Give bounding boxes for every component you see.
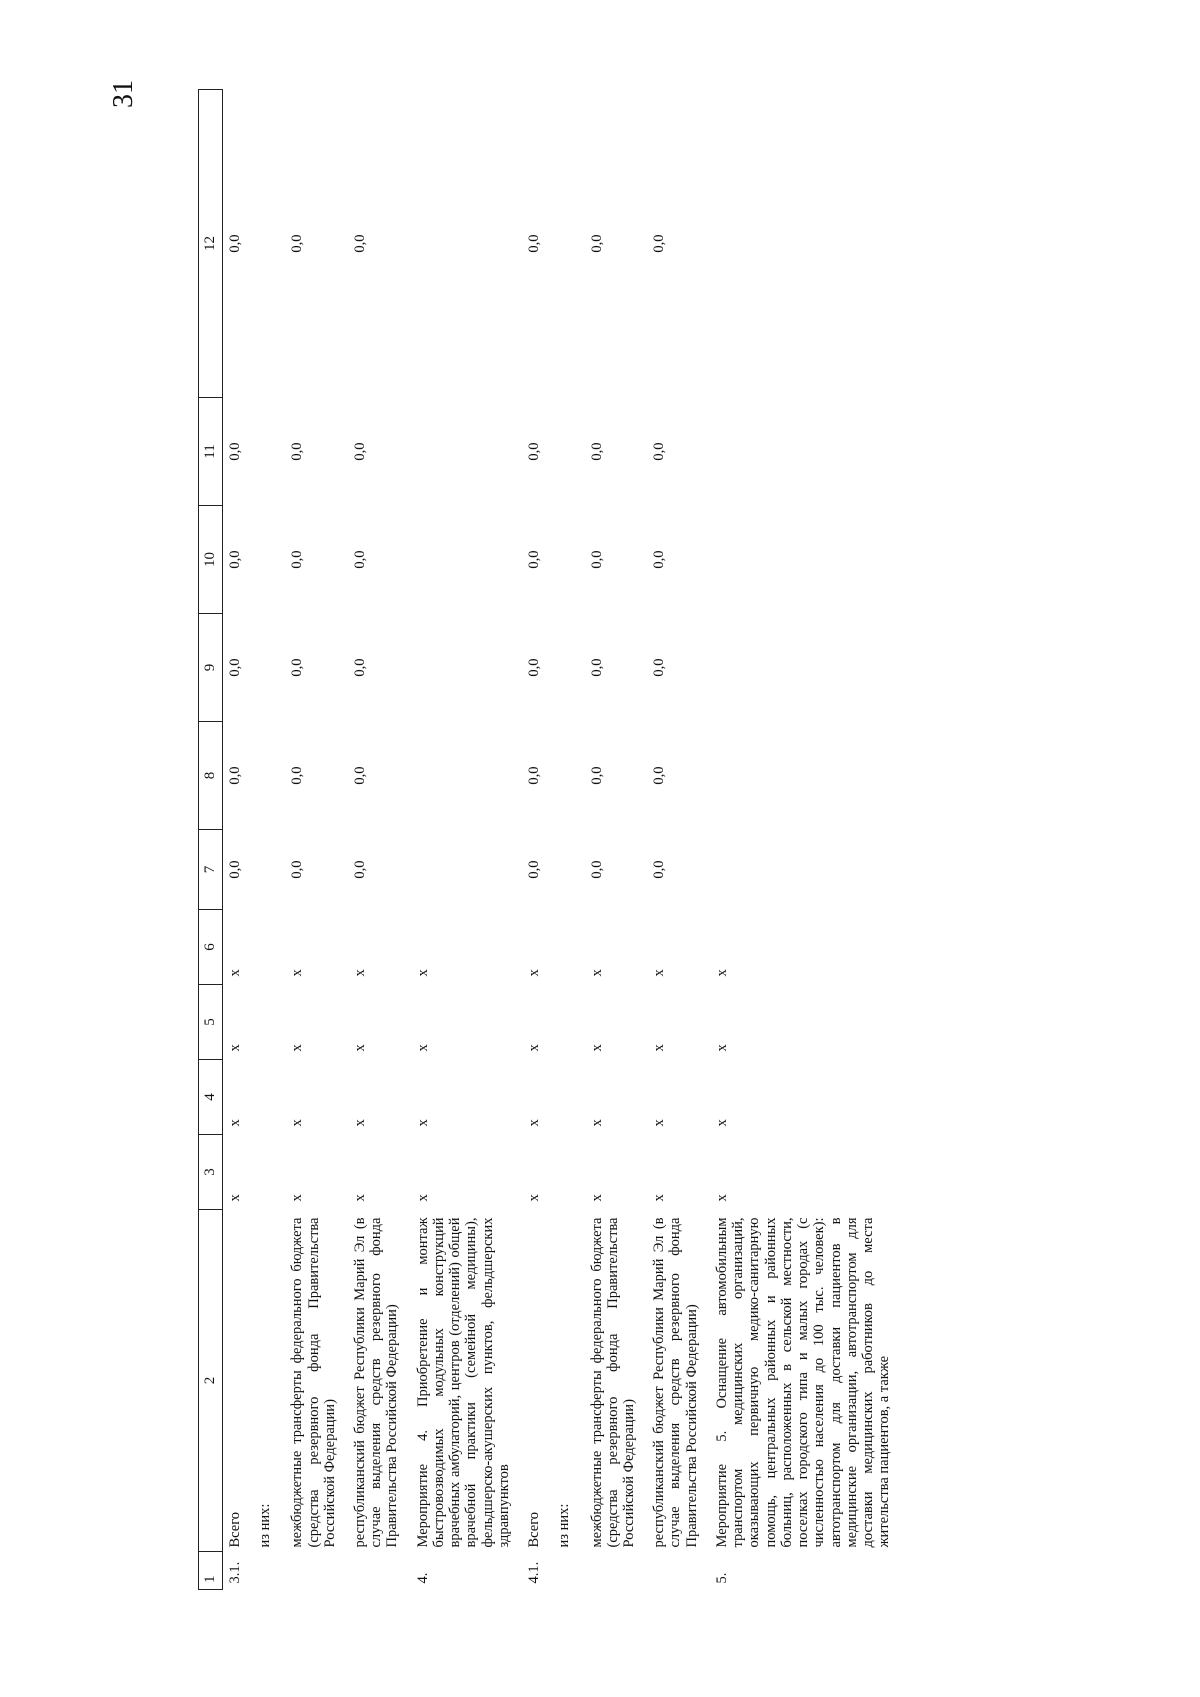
- row-description: межбюджетные трансферты федерального бюджета (средства резервного фонда Правительства Российской Федерации): [588, 1217, 638, 1548]
- cell: x: [651, 969, 668, 977]
- cell: 0,0: [651, 766, 668, 785]
- table-row: [647, 90, 710, 1590]
- column-header: 4: [199, 1060, 223, 1135]
- row-number: [647, 1552, 710, 1590]
- row-description: республиканский бюджет Республики Марий Эл (в случае выделения средств резервного фонда Правительства Российской Федерации): [651, 1217, 700, 1548]
- cell: [253, 1135, 285, 1210]
- column-header: 5: [199, 985, 223, 1060]
- cell: x: [526, 969, 543, 977]
- cell: x: [351, 1119, 368, 1127]
- cell: 0,0: [289, 442, 306, 461]
- row-description: из них:: [556, 1503, 573, 1548]
- row-description: Всего: [226, 1511, 243, 1548]
- cell: x: [414, 969, 431, 977]
- cell: [710, 614, 903, 722]
- cell: [552, 90, 584, 398]
- cell: [710, 830, 903, 910]
- column-header: 2: [199, 1210, 223, 1552]
- cell: 0,0: [651, 550, 668, 569]
- cell: 0,0: [588, 234, 605, 253]
- row-number: [348, 1552, 411, 1590]
- row-number: 4.1.: [526, 1561, 543, 1584]
- cell: x: [713, 1044, 730, 1052]
- page-number: 31: [108, 80, 139, 108]
- cell: 0,0: [226, 550, 243, 569]
- cell: [253, 90, 285, 398]
- cell: x: [289, 969, 306, 977]
- cell: x: [226, 969, 243, 977]
- cell: 0,0: [289, 550, 306, 569]
- cell: [552, 985, 584, 1060]
- cell: 0,0: [588, 658, 605, 677]
- cell: x: [588, 1194, 605, 1202]
- cell: [552, 614, 584, 722]
- cell: x: [588, 1044, 605, 1052]
- column-header: 10: [199, 506, 223, 614]
- cell: 0,0: [351, 550, 368, 569]
- cell: x: [651, 1194, 668, 1202]
- cell: 0,0: [526, 234, 543, 253]
- cell: [253, 614, 285, 722]
- table-row: [253, 90, 285, 1590]
- column-header: 12: [199, 90, 223, 398]
- table-row: [710, 90, 903, 1590]
- cell: 0,0: [526, 658, 543, 677]
- row-description: республиканский бюджет Республики Марий Эл (в случае выделения средств резервного фонда Правительства Российской Федерации): [351, 1217, 401, 1548]
- column-header: 1: [199, 1552, 223, 1590]
- row-number: [585, 1552, 648, 1590]
- cell: [552, 722, 584, 830]
- cell: [253, 830, 285, 910]
- cell: x: [526, 1119, 543, 1127]
- cell: [411, 506, 522, 614]
- cell: x: [289, 1194, 306, 1202]
- cell: 0,0: [226, 234, 243, 253]
- budget-table: [198, 89, 903, 1590]
- cell: [552, 506, 584, 614]
- row-description: Мероприятие 4. Приобретение и монтаж быстровозводимых модульных конструкций врачебных амбулаторий, центров (отделений) общей врачебной практики (семейной медицины), фельдшерско-акушерских пунктов, фельдшерских здравпунктов: [414, 1217, 512, 1548]
- cell: 0,0: [226, 766, 243, 785]
- cell: [710, 506, 903, 614]
- cell: 0,0: [526, 860, 543, 879]
- row-number: [253, 1552, 285, 1590]
- cell: [552, 398, 584, 506]
- cell: 0,0: [226, 860, 243, 879]
- table-row: [522, 90, 552, 1590]
- cell: x: [414, 1044, 431, 1052]
- row-number: 3.1.: [226, 1561, 243, 1584]
- table-row: [222, 90, 253, 1590]
- cell: x: [226, 1044, 243, 1052]
- cell: 0,0: [651, 442, 668, 461]
- cell: 0,0: [526, 442, 543, 461]
- cell: x: [651, 1044, 668, 1052]
- table-row: [348, 90, 411, 1590]
- column-header: 3: [199, 1135, 223, 1210]
- cell: x: [351, 1194, 368, 1202]
- cell: x: [713, 969, 730, 977]
- cell: [710, 398, 903, 506]
- cell: [411, 614, 522, 722]
- cell: 0,0: [651, 658, 668, 677]
- cell: [253, 985, 285, 1060]
- cell: x: [713, 1119, 730, 1127]
- table-row: [552, 90, 584, 1590]
- cell: [552, 1060, 584, 1135]
- cell: x: [351, 969, 368, 977]
- cell: 0,0: [226, 442, 243, 461]
- cell: [253, 398, 285, 506]
- column-header: 9: [199, 614, 223, 722]
- cell: 0,0: [588, 860, 605, 879]
- cell: 0,0: [526, 766, 543, 785]
- cell: [411, 398, 522, 506]
- cell: [253, 1060, 285, 1135]
- row-description: из них:: [257, 1503, 274, 1548]
- cell: [253, 506, 285, 614]
- column-header: 11: [199, 398, 223, 506]
- cell: x: [414, 1119, 431, 1127]
- table-row: [285, 90, 348, 1590]
- row-description: межбюджетные трансферты федерального бюджета (средства резервного фонда Правительства Российской Федерации): [289, 1217, 338, 1548]
- table-row: [585, 90, 648, 1590]
- cell: 0,0: [351, 766, 368, 785]
- cell: x: [651, 1119, 668, 1127]
- row-description: Мероприятие 5. Оснащение автомобильным транспортом медицинских организаций, оказывающих первичную медико-санитарную помощь, центральных районных и районных больниц, расположенных в сельской местности, поселках городского типа и малых городах (с численностью населения до 100 тыс. человек): автотранспортом для доставки пациентов в медицинские организации, автотранспортом для доставки медицинских работников до места жительства пациентов, а также: [713, 1217, 893, 1548]
- rotated-table-container: [198, 90, 1188, 1590]
- column-number-row: [199, 90, 223, 1590]
- row-number: [552, 1552, 584, 1590]
- cell: [253, 910, 285, 985]
- cell: [411, 90, 522, 398]
- cell: [710, 90, 903, 398]
- cell: 0,0: [651, 860, 668, 879]
- cell: 0,0: [289, 658, 306, 677]
- cell: x: [588, 969, 605, 977]
- column-header: 6: [199, 910, 223, 985]
- cell: x: [289, 1119, 306, 1127]
- cell: 0,0: [351, 658, 368, 677]
- cell: [411, 722, 522, 830]
- cell: x: [351, 1044, 368, 1052]
- cell: 0,0: [588, 442, 605, 461]
- column-header: 8: [199, 722, 223, 830]
- row-number: [285, 1552, 348, 1590]
- cell: [253, 722, 285, 830]
- cell: 0,0: [351, 860, 368, 879]
- cell: x: [526, 1044, 543, 1052]
- row-number: 5.: [713, 1572, 730, 1584]
- cell: 0,0: [289, 234, 306, 253]
- cell: x: [713, 1194, 730, 1202]
- table-row: [411, 90, 522, 1590]
- cell: [710, 722, 903, 830]
- cell: 0,0: [651, 234, 668, 253]
- cell: 0,0: [289, 766, 306, 785]
- cell: [552, 1135, 584, 1210]
- cell: [552, 830, 584, 910]
- cell: x: [289, 1044, 306, 1052]
- row-number: 4.: [414, 1572, 431, 1584]
- cell: x: [414, 1194, 431, 1202]
- column-header: 7: [199, 830, 223, 910]
- cell: 0,0: [588, 766, 605, 785]
- cell: 0,0: [226, 658, 243, 677]
- cell: x: [226, 1194, 243, 1202]
- cell: 0,0: [289, 860, 306, 879]
- cell: 0,0: [351, 442, 368, 461]
- cell: x: [226, 1119, 243, 1127]
- row-description: Всего: [526, 1511, 543, 1548]
- cell: 0,0: [526, 550, 543, 569]
- cell: 0,0: [351, 234, 368, 253]
- cell: 0,0: [588, 550, 605, 569]
- cell: x: [526, 1194, 543, 1202]
- cell: x: [588, 1119, 605, 1127]
- cell: [411, 830, 522, 910]
- cell: [552, 910, 584, 985]
